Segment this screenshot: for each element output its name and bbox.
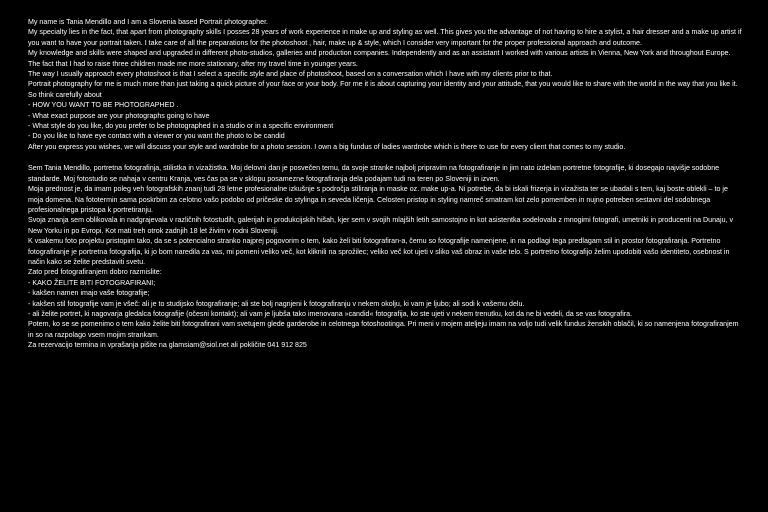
bio-text-block — [28, 17, 744, 351]
english-bullet-line: - HOW YOU WANT TO BE PHOTOGRAPHED . — [28, 101, 179, 110]
english-experience-paragraph: My knowledge and skills were shaped and upgraded in different photo-studios, galleries and production companies. Independently and as an assistant I worked with various artists in Vienna, New York and throughout Europe. The fact that I had to raise three children made me more stationary, after my travel time in younger years. — [28, 49, 731, 68]
english-philosophy-paragraph: Portrait photography for me is much more than just taking a quick picture of your face or your body. For me it is about capturing your identity and your attitude, that you would like to share with the world in the way that you like it. — [28, 80, 738, 89]
contact-line: Za rezervacijo termina in vprašanja pišite na glamsiam@siol.net ali pokličite 041 912 825 — [28, 341, 307, 350]
english-think-line: So think carefully about — [28, 90, 102, 99]
english-section — [28, 17, 744, 152]
slovenian-bullet-line: - ali želite portret, ki nagovarja gledalca fotografije (očesni kontakt); ali vam je ljubša tako imenovana »candid« fotografija, ko ste ujeti v nekem trenutku, kot da ne bi vedeli, da se vas fotografira. — [28, 309, 633, 318]
english-bullet-line: - What style do you like, do you prefer to be photographed in a studio or in a specific environment — [28, 122, 334, 131]
slovenian-experience-paragraph: Svoja znanja sem oblikovala in nadgrajevala v različnih fotostudih, galerijah in produkcijskih hišah, kjer sem v svojih mlajših letih samostojno in kot asistentka sodelovala z mnogimi fotografi, umetniki in producenti na Dunaju, v New Yorku in po Evropi. Kot mati treh otrok zadnjih 18 let živim v rodni Sloveniji. — [28, 216, 734, 235]
slovenian-approach-paragraph: K vsakemu foto projektu pristopim tako, da se s potencialno stranko najprej pogovorim o tem, kako želi biti fotografiran-a, čemu so fotografije namenjene, in na podlagi tega predlagam stil in prostor fotografiranja. Portretno fotografiranje je portretna fotografija, ki jo bom naredila za vas, mi pomeni veliko več, kot kliknili na sprožilec; veliko več kot ujeti v sliko vaš obraz in vaše telo. S portretno fotografijo želim upodobiti vašo identiteto, osebnost in način kako se želite predstaviti svetu. — [28, 237, 730, 266]
slovenian-think-line: Zato pred fotografiranjem dobro razmislite: — [28, 268, 162, 277]
english-approach-paragraph: The way I usually approach every photoshoot is that I select a specific style and place of photoshoot, based on a conversation which I have with my clients prior to that. — [28, 70, 553, 79]
slovenian-bullet-line: - kakšen namen imajo vaše fotografije; — [28, 289, 150, 298]
english-wardrobe-paragraph: After you express you wishes, we will discuss your style and wardrobe for a photo session. I own a big fundus of ladies wardrobe which is there to use for every client that comes to my studio. — [28, 142, 626, 151]
slovenian-section — [28, 163, 744, 350]
slovenian-bullet-line: - KAKO ŽELITE BITI FOTOGRAFIRANI; — [28, 278, 156, 287]
slovenian-advantage-paragraph: Moja prednost je, da imam poleg veh fotografskih znanj tudi 28 letne profesionalne izkušnje s področja stiliranja in maske oz. make up-a. Ni potrebe, da bi iskali frizerja in vizažista ter se ubadali s tem, kaj boste oblekli – to je moja domena. Na fototermin sama poskrbim za celotno vašo podobo od pričeske do stylinga in seveda ličenja. Celosten pristop in styling namreč smatram kot zelo pomemben in nujno potreben sestavni del sodobnega profesionalnega pristopa k portretiranju. — [28, 185, 728, 214]
section-spacer — [28, 152, 744, 163]
english-intro-line: My name is Tania Mendillo and I am a Slovenia based Portrait photographer. — [28, 18, 269, 26]
slovenian-intro-paragraph: Sem Tania Mendillo, portretna fotografinja, stilistka in vizažistka. Moj delovni dan je posvečen temu, da svoje stranke najbolj pripravim na fotografiranje in jim nato izdelam portretne fotografije, ki dosegajo najvišje sodobne standarde. Moj fotostudio se nahaja v centru Kranja, ves čas pa se v sklopu posamezne fotografiranja dela podajam tudi na teren po Sloveniji in izven. — [28, 164, 720, 183]
slovenian-bullet-line: - kakšen stil fotografije vam je všeč: ali je to studijsko fotografiranje; ali ste bolj nagnjeni k fotografiranju v nekem okolju, ki vam je ljubo; ali sodi k vašemu delu. — [28, 299, 525, 308]
english-specialty-paragraph: My specialty lies in the fact, that apart from photography skills I posses 28 years of work experience in make up and styling as well. This gives you the advantage of not having to hire a stylist, a hair dresser and a make up artist if you want to have your portrait taken. I take care of all the preparations for the photoshoot , hair, make up & style, which I consider very important for the proper professional approach and outcome. — [28, 28, 742, 47]
english-bullet-line: - Do you like to have eye contact with a viewer or you want the photo to be candid — [28, 132, 285, 141]
english-bullet-line: - What exact purpose are your photographs going to have — [28, 111, 210, 120]
slovenian-wardrobe-paragraph: Potem, ko se se pomenimo o tem kako želite biti fotografirani vam svetujem glede garderobe in celotnega fotoshootinga. Pri meni v mojem ateljeju imam na voljo tudi velik fundus ženskih oblačil, ki so namenjena fotografiranjem in so na razpolago vsem mojim strankam. — [28, 320, 739, 339]
